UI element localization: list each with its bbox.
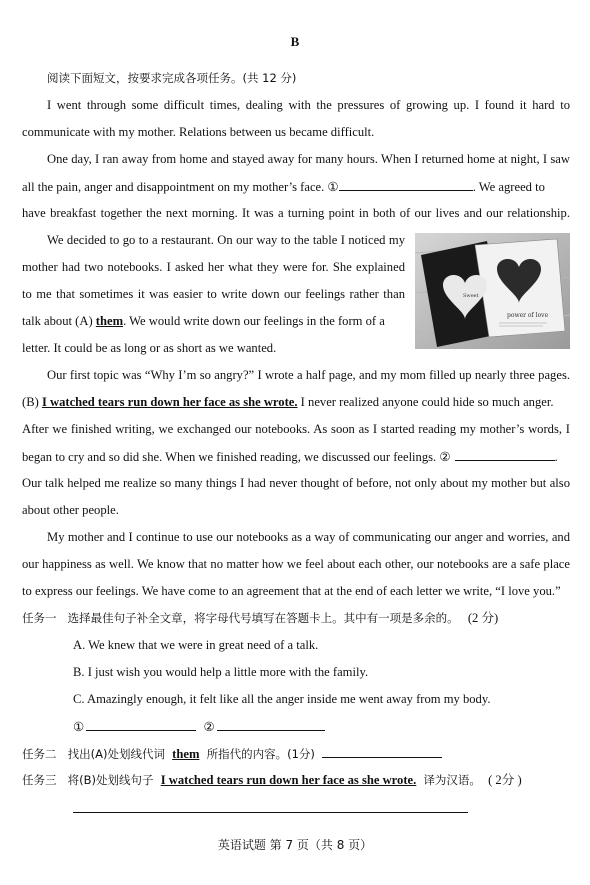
- task3-line: [22, 772, 570, 788]
- passage-line: to me that sometimes it was easier to write down our feelings rather than: [22, 287, 405, 301]
- task3-points: ( 2分 ): [488, 773, 522, 787]
- note-word: Sweet: [463, 293, 479, 299]
- passage-text: all the pain, anger and disappointment on my mother’s face. ①: [22, 180, 339, 194]
- instructions: 阅读下面短文，按要求完成各项任务。(共 12 分): [47, 71, 297, 85]
- task1-line: [22, 610, 570, 626]
- underlined-sentence-b: I watched tears run down her face as she wrote.: [41, 395, 298, 409]
- passage-line: communicate with my mother. Relations between us became difficult.: [22, 125, 375, 139]
- passage-line-with-blank: [22, 448, 570, 465]
- option-a: A. We knew that we were in great need of a talk.: [73, 638, 319, 652]
- passage-line: One day, I ran away from home and stayed away for many hours. When I returned home at night, I saw: [47, 152, 570, 166]
- underlined-word-a: them: [95, 314, 124, 328]
- passage-line: Our talk helped me realize so many things I had never thought of before, not only about my mother but also: [22, 476, 570, 490]
- passage-line: have breakfast together the next morning. It was a turning point in both of our lives and our relationship.: [22, 206, 570, 220]
- task2-text-b: 所指代的内容。(1分): [206, 747, 315, 761]
- task2-line: [22, 745, 570, 762]
- passage-line-with-blank: [22, 178, 570, 195]
- task1-answer-blank-2[interactable]: [217, 718, 325, 731]
- blank2-marker: ②: [203, 720, 215, 734]
- task3-answer-line[interactable]: [73, 812, 468, 813]
- passage-line: We decided to go to a restaurant. On our way to the table I noticed my: [47, 233, 405, 247]
- notebooks-illustration: [415, 233, 570, 349]
- passage-line: about other people.: [22, 503, 119, 517]
- task1-text: 选择最佳句子补全文章，将字母代号填写在答题卡上。其中有一项是多余的。: [67, 611, 459, 625]
- task3-sentence: I watched tears run down her face as she wrote.: [160, 773, 417, 787]
- book-caption: power of love: [507, 312, 549, 319]
- passage-line: [22, 313, 405, 329]
- passage-line: our happiness as well. We know that no matter how we feel about each other, our notebooks are a safe place: [22, 557, 570, 571]
- passage-line: Our first topic was “Why I’m so angry?” I wrote a half page, and my mom filled up nearly three pages.: [47, 368, 570, 382]
- section-title: B: [290, 34, 300, 49]
- task2-word: them: [172, 747, 200, 761]
- passage-text: began to cry and so did she. When we finished reading, we discussed our feelings. ②: [22, 450, 451, 464]
- task2-label: 任务二: [22, 747, 57, 761]
- blank1-marker: ①: [73, 720, 85, 734]
- answer-blank-1[interactable]: [339, 178, 473, 191]
- passage-line: mother had two notebooks. I asked her what they were for. She explained: [22, 260, 405, 274]
- passage-line: I went through some difficult times, dealing with the pressures of growing up. I found it hard to: [47, 98, 570, 112]
- page-footer: 英语试题 第 7 页（共 8 页）: [217, 838, 373, 852]
- passage-text: .: [554, 450, 558, 464]
- task3-text: 将(B)处划线句子: [67, 773, 154, 787]
- task1-answer-row: [73, 718, 325, 735]
- passage-line: to express our feelings. We have come to an agreement that at the end of each letter we write, “I love you.”: [22, 584, 561, 598]
- passage-line: [22, 394, 570, 410]
- passage-text: talk about (A): [22, 314, 96, 328]
- option-b: B. I just wish you would help a little more with the family.: [73, 665, 369, 679]
- task2-answer-blank[interactable]: [322, 745, 442, 758]
- passage-line: After we finished writing, we exchanged our notebooks. As soon as I started reading my mother’s words, I: [22, 422, 570, 436]
- task1-label: 任务一: [22, 611, 57, 625]
- answer-blank-2[interactable]: [455, 448, 555, 461]
- task2-text: 找出(A)处划线代词: [67, 747, 165, 761]
- passage-line: letter. It could be as long or as short as we wanted.: [22, 341, 277, 355]
- task3-text-b: 译为汉语。: [423, 773, 481, 787]
- passage-line: My mother and I continue to use our notebooks as a way of communicating our anger and worries, and: [47, 530, 570, 544]
- option-c: C. Amazingly enough, it felt like all the anger inside me went away from my body.: [73, 692, 491, 706]
- task3-label: 任务三: [22, 773, 57, 787]
- notebooks-photo: [415, 233, 570, 349]
- passage-text: . We agreed to: [472, 180, 545, 194]
- passage-text: (B): [22, 395, 42, 409]
- task1-points: (2 分): [467, 611, 499, 625]
- task1-answer-blank-1[interactable]: [86, 718, 196, 731]
- passage-text: I never realized anyone could hide so much anger.: [297, 395, 554, 409]
- passage-text: . We would write down our feelings in the form of a: [123, 314, 385, 328]
